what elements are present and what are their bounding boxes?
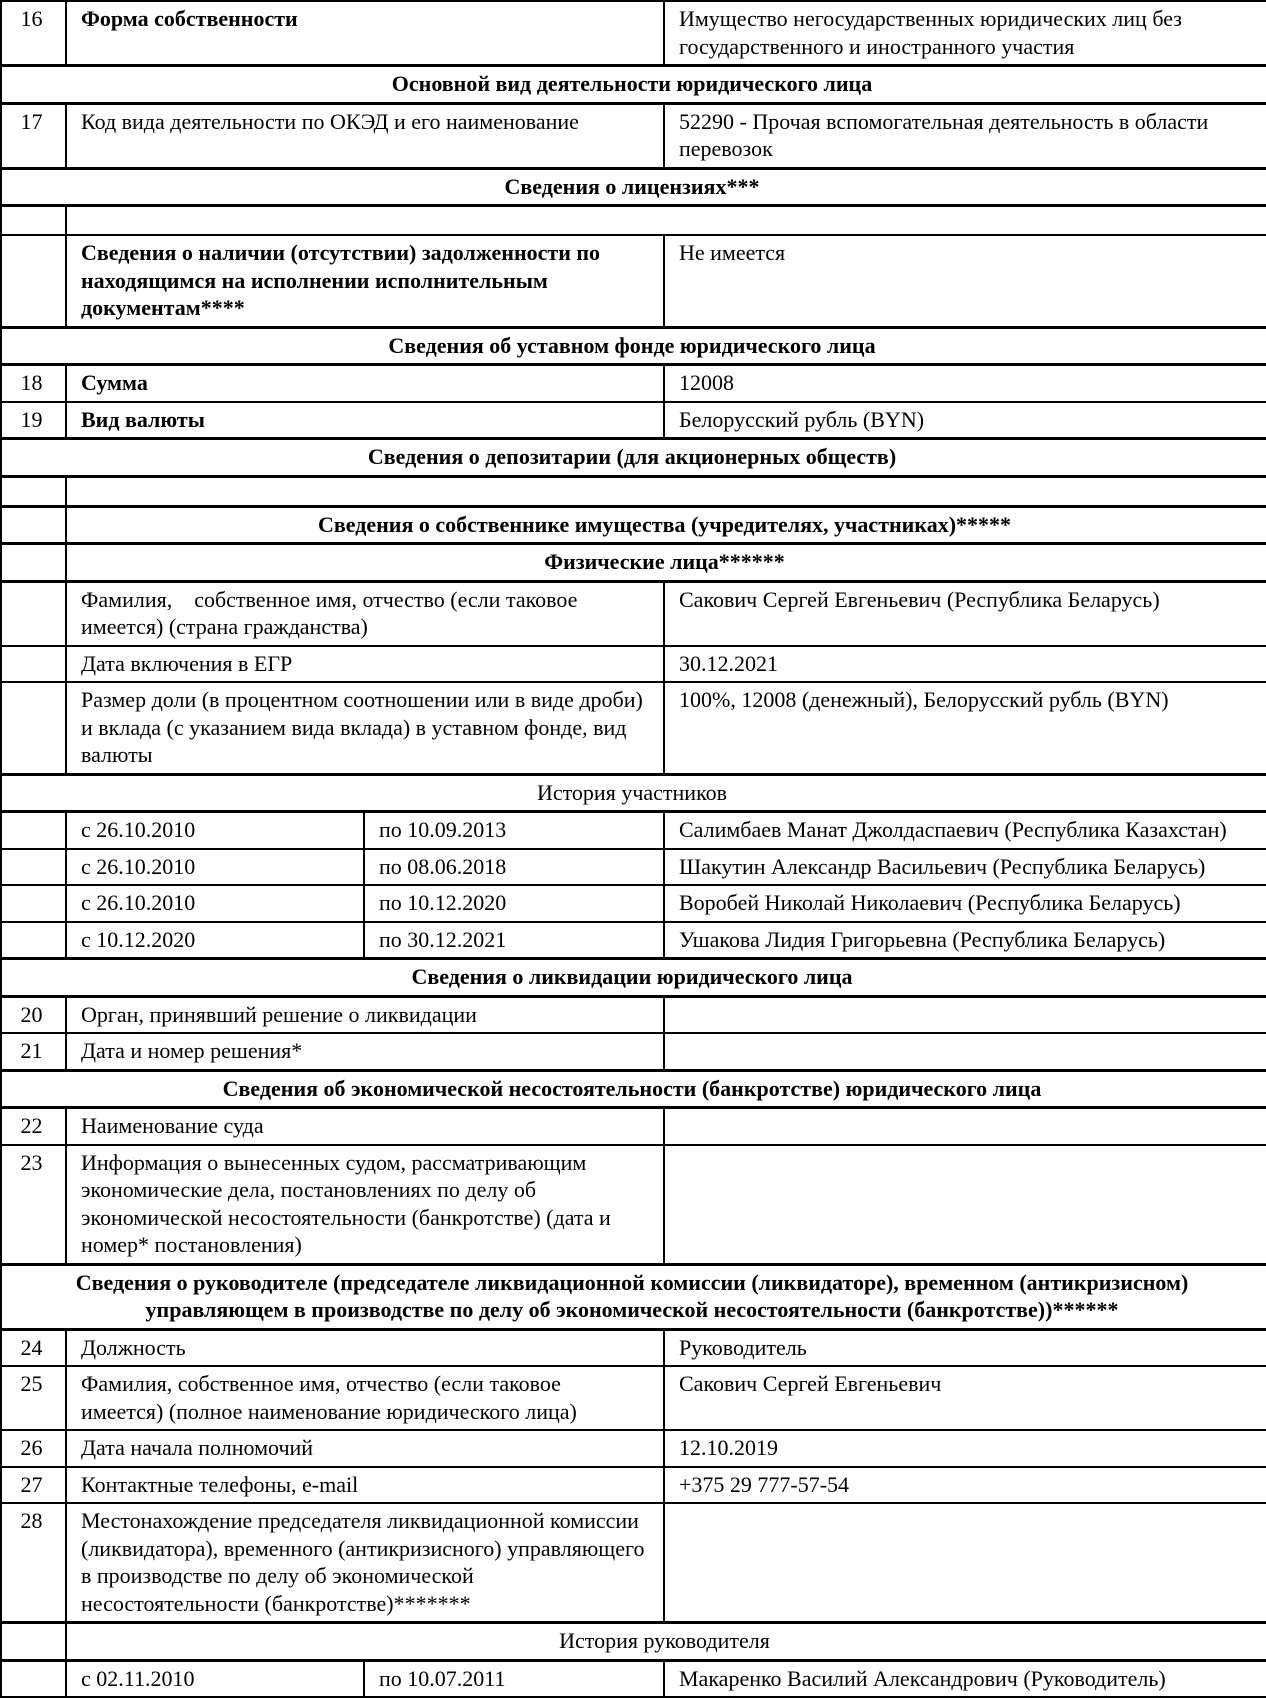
registry-table-body: [1, 1, 1266, 1697]
label-cell: Код вида деятельности по ОКЭД и его наименование: [66, 103, 664, 168]
section-title: Основной вид деятельности юридического лица: [1, 66, 1266, 104]
section-title: Физические лица******: [66, 544, 1266, 582]
label-cell: Фамилия, собственное имя, отчество (если таковое имеется) (страна гражданства): [66, 581, 664, 646]
row-number-cell: 18: [1, 365, 66, 402]
label-cell: Вид валюты: [66, 402, 664, 439]
empty-cell: [66, 206, 1266, 236]
label-cell: Наименование суда: [66, 1108, 664, 1145]
row-number-cell: [1, 682, 66, 774]
date-to-cell: по 30.12.2021: [364, 922, 664, 959]
value-cell: 30.12.2021: [664, 646, 1266, 683]
data-row: [1, 1, 1266, 66]
date-from-cell: с 26.10.2010: [66, 849, 364, 886]
row-number-cell: [1, 849, 66, 886]
data-row: [1, 365, 1266, 402]
label-cell: Размер доли (в процентном соотношении или в виде дроби) и вклада (с указанием вида вклада) в уставном фонде, вид валюты: [66, 682, 664, 774]
row-number-cell: 25: [1, 1366, 66, 1430]
label-cell: Дата и номер решения*: [66, 1033, 664, 1070]
row-number-cell: 20: [1, 996, 66, 1033]
history-row: [1, 922, 1266, 959]
history-row: [1, 1660, 1266, 1697]
spacer-row: [1, 476, 1266, 506]
section-header-row: [1, 959, 1266, 997]
section-title: История руководителя: [66, 1623, 1266, 1661]
row-number-cell: 21: [1, 1033, 66, 1070]
label-cell: Дата включения в ЕГР: [66, 646, 664, 683]
section-title: Сведения о собственнике имущества (учредителях, участниках)*****: [66, 506, 1266, 544]
data-row: [1, 235, 1266, 327]
date-to-cell: по 10.12.2020: [364, 885, 664, 922]
row-number-cell: 17: [1, 103, 66, 168]
history-row: [1, 885, 1266, 922]
data-row: [1, 996, 1266, 1033]
section-header-row: [1, 506, 1266, 544]
value-cell: +375 29 777-57-54: [664, 1467, 1266, 1504]
row-number-cell: [1, 206, 66, 236]
row-number-cell: 19: [1, 402, 66, 439]
section-title: Сведения о ликвидации юридического лица: [1, 959, 1266, 997]
section-title: Сведения об уставном фонде юридического лица: [1, 327, 1266, 365]
value-cell: 12008: [664, 365, 1266, 402]
value-cell: 12.10.2019: [664, 1430, 1266, 1467]
row-number-cell: [1, 1623, 66, 1661]
data-row: [1, 1329, 1266, 1366]
row-number-cell: [1, 922, 66, 959]
value-cell: Шакутин Александр Васильевич (Республика Беларусь): [664, 849, 1266, 886]
section-title: История участников: [1, 774, 1266, 812]
section-title: Сведения о лицензиях***: [1, 168, 1266, 206]
value-cell: 100%, 12008 (денежный), Белорусский рубль (BYN): [664, 682, 1266, 774]
history-row: [1, 812, 1266, 849]
value-cell: Имущество негосударственных юридических лиц без государственного и иностранного участия: [664, 1, 1266, 66]
empty-cell: [66, 476, 1266, 506]
section-header-row: [1, 1070, 1266, 1108]
row-number-cell: [1, 885, 66, 922]
spacer-row: [1, 206, 1266, 236]
row-number-cell: 23: [1, 1145, 66, 1265]
row-number-cell: [1, 812, 66, 849]
value-cell: [664, 1503, 1266, 1623]
value-cell: Руководитель: [664, 1329, 1266, 1366]
section-title: Сведения о депозитарии (для акционерных обществ): [1, 439, 1266, 477]
row-number-cell: [1, 476, 66, 506]
value-cell: Не имеется: [664, 235, 1266, 327]
row-number-cell: 26: [1, 1430, 66, 1467]
row-number-cell: [1, 235, 66, 327]
value-cell: Сакович Сергей Евгеньевич (Республика Беларусь): [664, 581, 1266, 646]
section-title: Сведения о руководителе (председателе ликвидационной комиссии (ликвидаторе), временном (антикризисном) управляющем в производстве по делу об экономической несостоятельности (банкротстве))******: [1, 1264, 1266, 1329]
row-number-cell: [1, 646, 66, 683]
label-cell: Местонахождение председателя ликвидационной комиссии (ликвидатора), временного (антикризисного) управляющего в производстве по делу об экономической несостоятельности (банкротстве)*******: [66, 1503, 664, 1623]
section-header-row: [1, 774, 1266, 812]
section-header-row: [1, 439, 1266, 477]
row-number-cell: 22: [1, 1108, 66, 1145]
history-row: [1, 849, 1266, 886]
data-row: [1, 103, 1266, 168]
label-cell: Дата начала полномочий: [66, 1430, 664, 1467]
data-row: [1, 682, 1266, 774]
section-header-row: [1, 1623, 1266, 1661]
row-number-cell: [1, 581, 66, 646]
label-cell: Информация о вынесенных судом, рассматривающим экономические дела, постановлениях по делу об экономической несостоятельности (банкротстве) (дата и номер* постановления): [66, 1145, 664, 1265]
section-title: Сведения об экономической несостоятельности (банкротстве) юридического лица: [1, 1070, 1266, 1108]
date-to-cell: по 10.09.2013: [364, 812, 664, 849]
label-cell: Форма собственности: [66, 1, 664, 66]
row-number-cell: [1, 506, 66, 544]
label-cell: Фамилия, собственное имя, отчество (если таковое имеется) (полное наименование юридического лица): [66, 1366, 664, 1430]
data-row: [1, 646, 1266, 683]
value-cell: [664, 996, 1266, 1033]
row-number-cell: 28: [1, 1503, 66, 1623]
row-number-cell: [1, 1660, 66, 1697]
label-cell: Сведения о наличии (отсутствии) задолженности по находящимся на исполнении исполнительным документам****: [66, 235, 664, 327]
value-cell: Макаренко Василий Александрович (Руководитель): [664, 1660, 1266, 1697]
data-row: [1, 402, 1266, 439]
data-row: [1, 1366, 1266, 1430]
label-cell: Сумма: [66, 365, 664, 402]
section-header-row: [1, 1264, 1266, 1329]
value-cell: 52290 - Прочая вспомогательная деятельность в области перевозок: [664, 103, 1266, 168]
value-cell: [664, 1145, 1266, 1265]
value-cell: Сакович Сергей Евгеньевич: [664, 1366, 1266, 1430]
date-from-cell: с 26.10.2010: [66, 812, 364, 849]
date-to-cell: по 10.07.2011: [364, 1660, 664, 1697]
section-header-row: [1, 168, 1266, 206]
data-row: [1, 1108, 1266, 1145]
row-number-cell: 24: [1, 1329, 66, 1366]
data-row: [1, 1467, 1266, 1504]
data-row: [1, 1145, 1266, 1265]
row-number-cell: [1, 544, 66, 582]
label-cell: Должность: [66, 1329, 664, 1366]
date-from-cell: с 10.12.2020: [66, 922, 364, 959]
date-from-cell: с 02.11.2010: [66, 1660, 364, 1697]
value-cell: Ушакова Лидия Григорьевна (Республика Беларусь): [664, 922, 1266, 959]
data-row: [1, 581, 1266, 646]
value-cell: [664, 1033, 1266, 1070]
row-number-cell: 16: [1, 1, 66, 66]
section-header-row: [1, 66, 1266, 104]
data-row: [1, 1430, 1266, 1467]
value-cell: Белорусский рубль (BYN): [664, 402, 1266, 439]
value-cell: Воробей Николай Николаевич (Республика Беларусь): [664, 885, 1266, 922]
label-cell: Контактные телефоны, e-mail: [66, 1467, 664, 1504]
value-cell: [664, 1108, 1266, 1145]
data-row: [1, 1503, 1266, 1623]
data-row: [1, 1033, 1266, 1070]
section-header-row: [1, 544, 1266, 582]
label-cell: Орган, принявший решение о ликвидации: [66, 996, 664, 1033]
date-to-cell: по 08.06.2018: [364, 849, 664, 886]
date-from-cell: с 26.10.2010: [66, 885, 364, 922]
value-cell: Салимбаев Манат Джолдаспаевич (Республика Казахстан): [664, 812, 1266, 849]
row-number-cell: 27: [1, 1467, 66, 1504]
section-header-row: [1, 327, 1266, 365]
